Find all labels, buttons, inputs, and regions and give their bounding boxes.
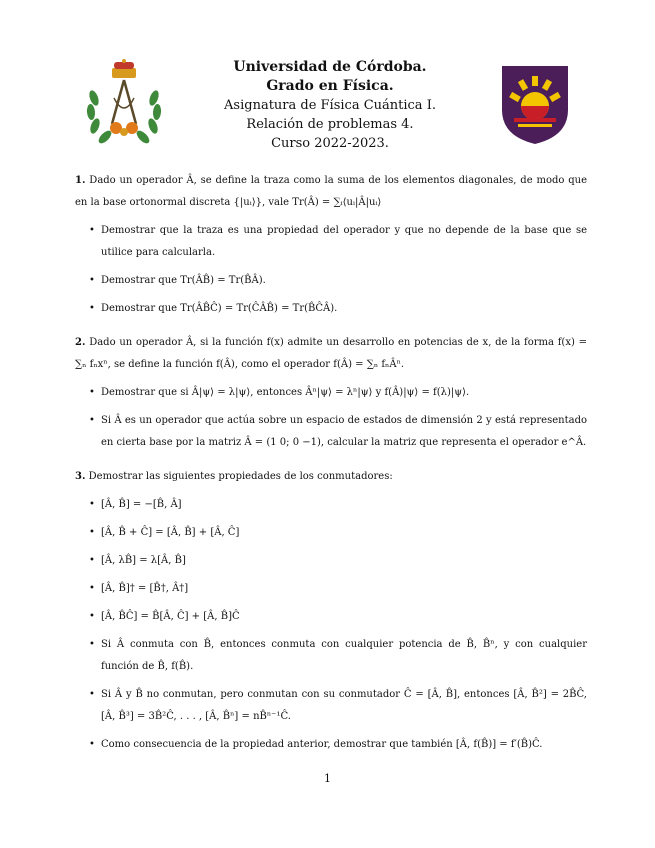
list-item: • Demostrar que Tr(ÂB̂Ĉ) = Tr(ĈÂB̂) = Tr(B̂ĈÂ). [75,298,587,320]
page-number: 1 [324,772,331,785]
problem-number: 3. [75,471,86,482]
problem-statement [75,332,587,376]
list-item: • [Â, B̂ + Ĉ] = [Â, B̂] + [Â, Ĉ] [75,522,587,544]
list-item: • [Â, B̂] = −[B̂, Â] [75,494,587,516]
problem-items [75,382,587,454]
list-item: • Demostrar que Tr(ÂB̂) = Tr(B̂Â). [75,270,587,292]
university-logo [498,62,572,146]
list-item: • Demostrar que si Â|ψ⟩ = λ|ψ⟩, entonces Âⁿ|ψ⟩ = λⁿ|ψ⟩ y f(Â)|ψ⟩ = f(λ)|ψ⟩. [75,382,587,404]
problem-number: 2. [75,337,86,348]
problem-list [75,170,587,768]
problem-statement [75,466,587,488]
problem-1 [75,170,587,320]
problem-statement [75,170,587,214]
problem-items [75,494,587,756]
list-item: • [Â, λB̂] = λ[Â, B̂] [75,550,587,572]
problem-number: 1. [75,175,86,186]
problem-text: Dado un operador Â, si la función f(x) admite un desarrollo en potencias de x, de la forma f(x) = ∑ₙ fₙxⁿ, se define la función f(Â), como el operador f(Â) = ∑ₙ fₙÂⁿ. [75,337,587,370]
problem-items [75,220,587,320]
subject-name: Asignatura de Física Cuántica I. [224,98,436,113]
list-item: • [Â, B̂Ĉ] = B̂[Â, Ĉ] + [Â, B̂]Ĉ [75,606,587,628]
university-name: Universidad de Córdoba. [233,59,427,75]
degree-name: Grado en Física. [266,78,394,94]
sheet-title: Relación de problemas 4. [246,117,414,132]
problem-text: Dado un operador Â, se define la traza como la suma de los elementos diagonales, de modo que en la base ortonormal discreta {|uᵢ⟩}, vale Tr(Â) = ∑ᵢ⟨uᵢ|Â|uᵢ⟩ [75,175,587,208]
list-item: • Demostrar que la traza es una propiedad del operador y que no depende de la base que se utilice para calcularla. [75,220,587,264]
list-item: • [Â, B̂]† = [B̂†, Â†] [75,578,587,600]
list-item: • Si Â es un operador que actúa sobre un espacio de estados de dimensión 2 y está representado en cierta base por la matriz Â = (1 0; 0 −1), calcular la matriz que representa el operador e^Â. [75,410,587,454]
problem-text: Demostrar las siguientes propiedades de los conmutadores: [88,471,393,482]
document-header [180,58,480,153]
problem-3 [75,466,587,756]
list-item: • Si Â conmuta con B̂, entonces conmuta con cualquier potencia de B̂, B̂ⁿ, y con cualquier función de B̂, f(B̂). [75,634,587,678]
list-item: • Si Â y B̂ no conmutan, pero conmutan con su conmutador Ĉ = [Â, B̂], entonces [Â, B̂²] = 2B̂Ĉ, [Â, B̂³] = 3B̂²Ĉ, . . . , [Â, B̂ⁿ] = nB̂ⁿ⁻¹Ĉ. [75,684,587,728]
course-year: Curso 2022-2023. [271,136,389,151]
problem-2 [75,332,587,454]
faculty-crest-logo [78,58,170,150]
list-item: • Como consecuencia de la propiedad anterior, demostrar que también [Â, f(B̂)] = f′(B̂)Ĉ. [75,734,587,756]
